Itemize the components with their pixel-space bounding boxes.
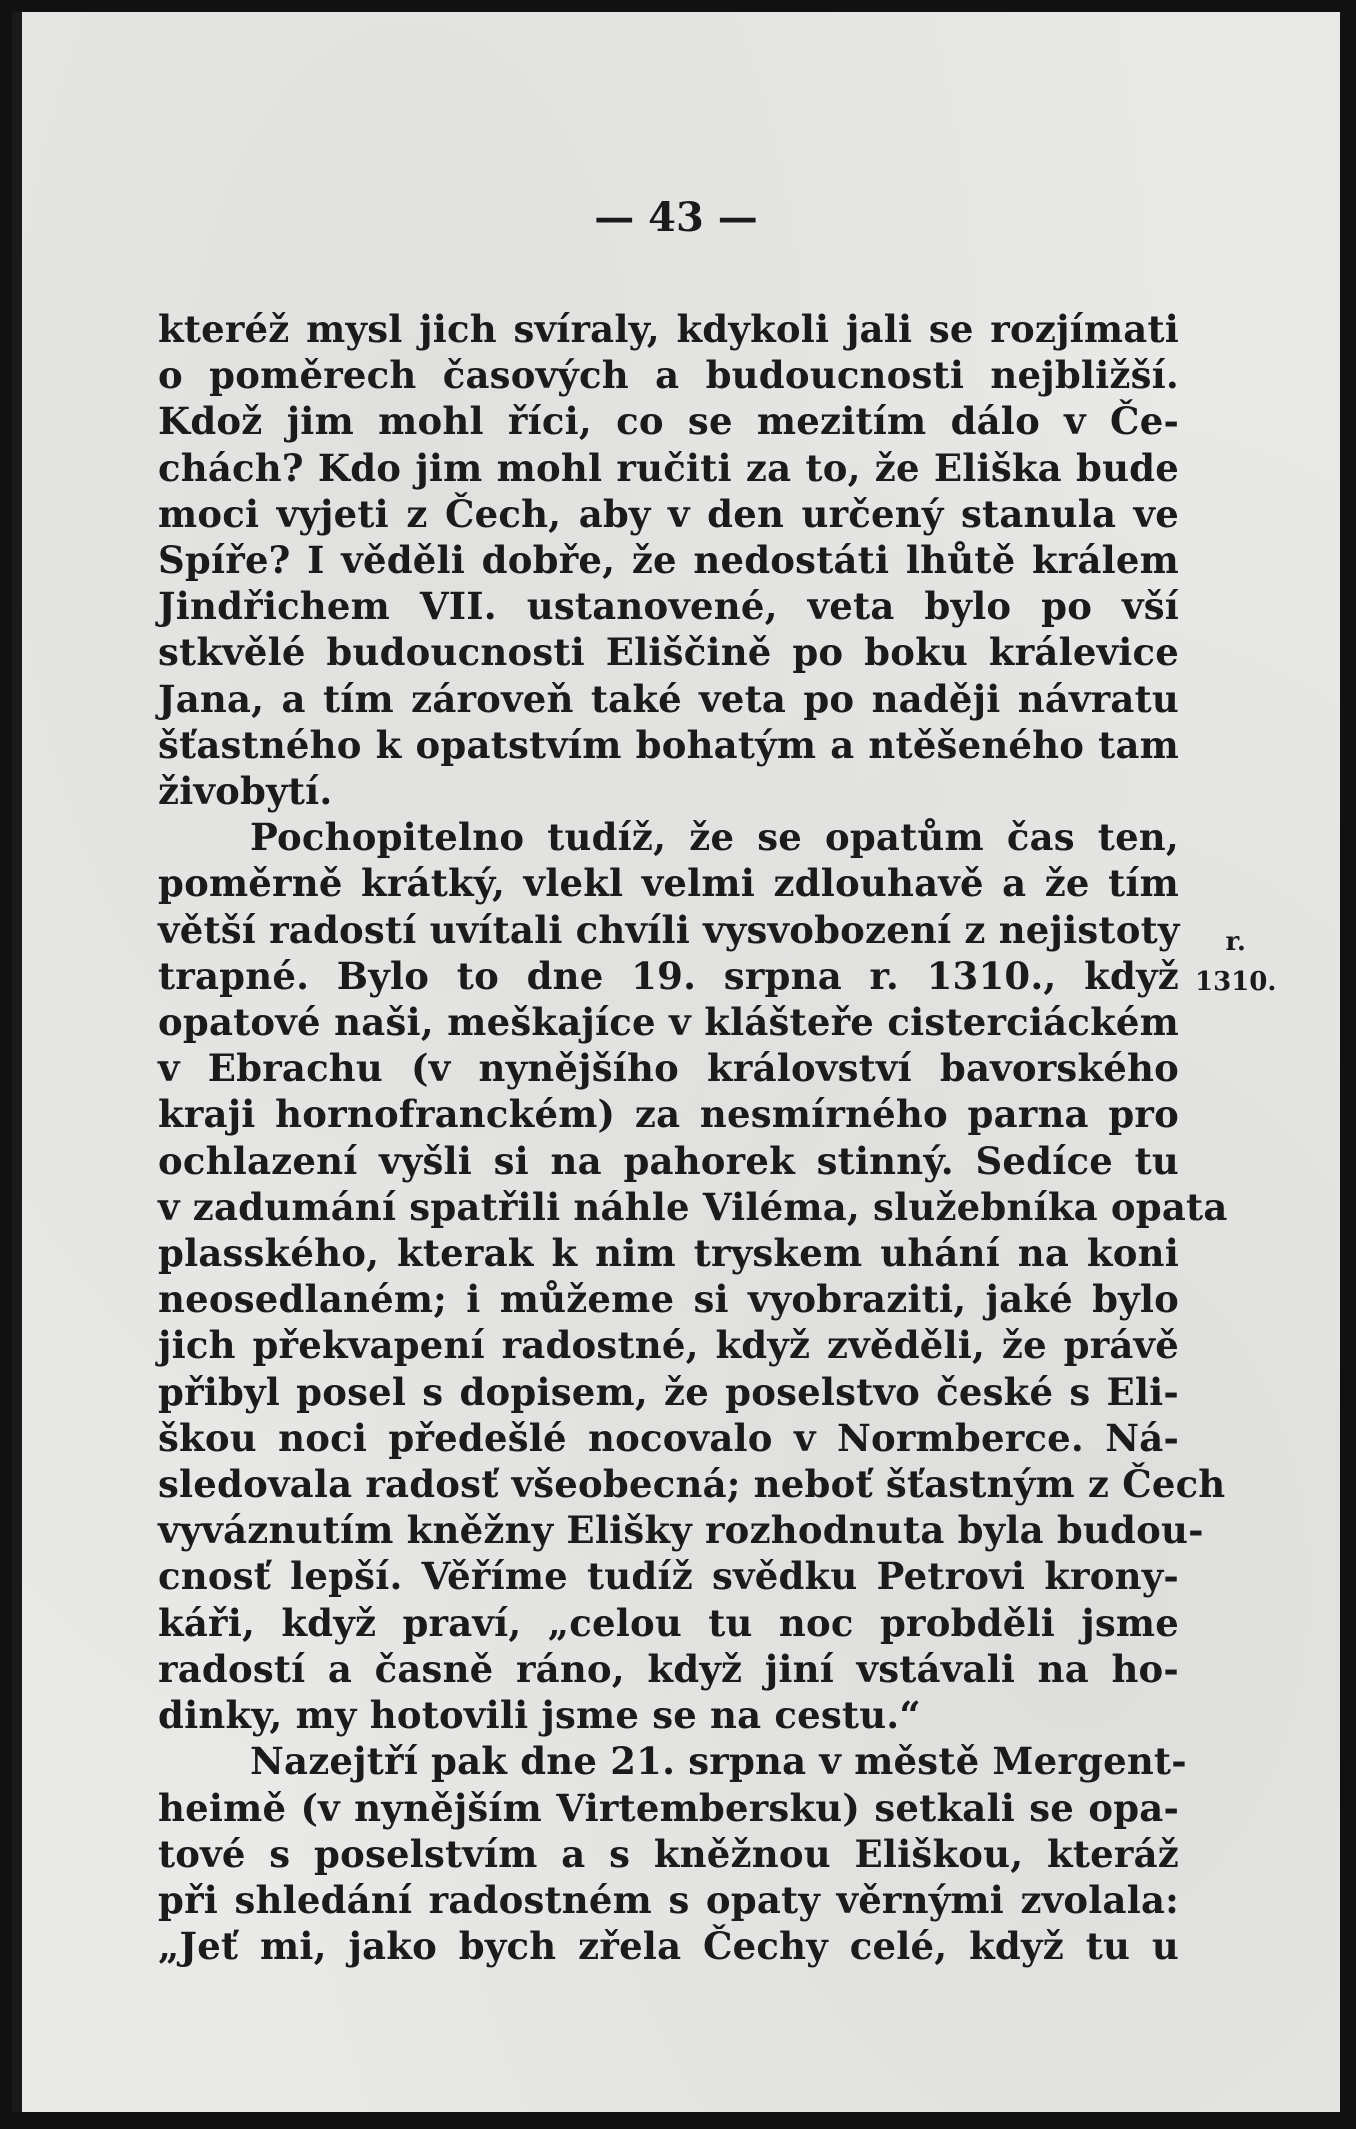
text-line: škou noci předešlé nocovalo v Normberce. Ná- (158, 1415, 1179, 1460)
text-line: vyváznutím kněžny Elišky rozhodnuta byla budou- (158, 1508, 1204, 1553)
page-number: — 43 — (594, 194, 758, 241)
text-line: stkvělé budoucnosti Eliščině po boku králevice (158, 630, 1179, 675)
text-line: dinky, my hotovili jsme se na cestu.“ (158, 1693, 921, 1738)
text-line: při shledání radostném s opaty věrnými zvolala: (158, 1877, 1179, 1922)
text-line: kraji hornofranckém) za nesmírného parna pro (158, 1092, 1179, 1137)
text-line: větší radostí uvítali chvíli vysvobození z nejistoty (158, 907, 1180, 952)
text-line: Kdož jim mohl říci, co se mezitím dálo v Če- (158, 399, 1179, 444)
text-line: trapné. Bylo to dne 19. srpna r. 1310., když (158, 953, 1179, 998)
text-line: Jana, a tím zároveň také veta po naději návratu (158, 676, 1179, 721)
text-line: sledovala radosť všeobecná; neboť šťastným z Čech (158, 1462, 1226, 1507)
text-line: živobytí. (158, 769, 333, 814)
text-line: přibyl posel s dopisem, že poselstvo české s Eli- (158, 1369, 1179, 1414)
text-line: v zadumání spatřili náhle Viléma, služebníka opata (158, 1184, 1228, 1229)
text-line: tové s poselstvím a s kněžnou Eliškou, kteráž (158, 1831, 1179, 1876)
book-page (12, 12, 1340, 2112)
margin-note-line: r. (1225, 927, 1246, 957)
paragraph-start-line: Pochopitelno tudíž, že se opatům čas ten, (250, 815, 1179, 860)
text-line: heimě (v nynějším Virtembersku) setkali se opa- (158, 1785, 1179, 1830)
text-line: plasského, kterak k nim tryskem uhání na koni (158, 1231, 1179, 1276)
text-line: cnosť lepší. Věříme tudíž svědku Petrovi krony- (158, 1554, 1179, 1599)
page-binding-edge (12, 12, 22, 2112)
text-line: káři, když praví, „celou tu noc probděli jsme (158, 1600, 1179, 1645)
text-line: šťastného k opatstvím bohatým a ntěšeného tam (158, 722, 1179, 767)
text-line: opatové naši, meškajíce v klášteře cisterciáckém (158, 1000, 1179, 1045)
text-line: v Ebrachu (v nynějšího království bavorského (158, 1046, 1179, 1091)
text-line: kteréž mysl jich svíraly, kdykoli jali se rozjímati (158, 307, 1179, 351)
text-line: poměrně krátký, vlekl velmi zdlouhavě a že tím (158, 861, 1179, 906)
text-line: o poměrech časových a budoucnosti nejbližší. (158, 353, 1179, 398)
margin-note-year (1195, 922, 1276, 1002)
paragraph-start-line: Nazejtří pak dne 21. srpna v městě Mergent- (250, 1739, 1187, 1784)
text-line: neosedlaném; i můžeme si vyobraziti, jaké bylo (158, 1277, 1179, 1322)
body-text (158, 306, 1228, 1969)
text-line: jich překvapení radostné, když zvěděli, že právě (158, 1323, 1179, 1368)
text-line: ochlazení vyšli si na pahorek stinný. Sedíce tu (158, 1138, 1179, 1183)
text-line: chách? Kdo jim mohl ručiti za to, že Eliška bude (158, 445, 1179, 490)
text-line: moci vyjeti z Čech, aby v den určený stanula ve (158, 491, 1179, 536)
text-line: „Jeť mi, jako bych zřela Čechy celé, když tu u (158, 1924, 1179, 1969)
margin-note-line: 1310. (1195, 967, 1277, 997)
text-line: radostí a časně ráno, když jiní vstávali na ho- (158, 1646, 1179, 1691)
text-line: Spíře? I věděli dobře, že nedostáti lhůtě králem (158, 538, 1179, 583)
text-line: Jindřichem VII. ustanovené, veta bylo po vší (158, 584, 1179, 629)
